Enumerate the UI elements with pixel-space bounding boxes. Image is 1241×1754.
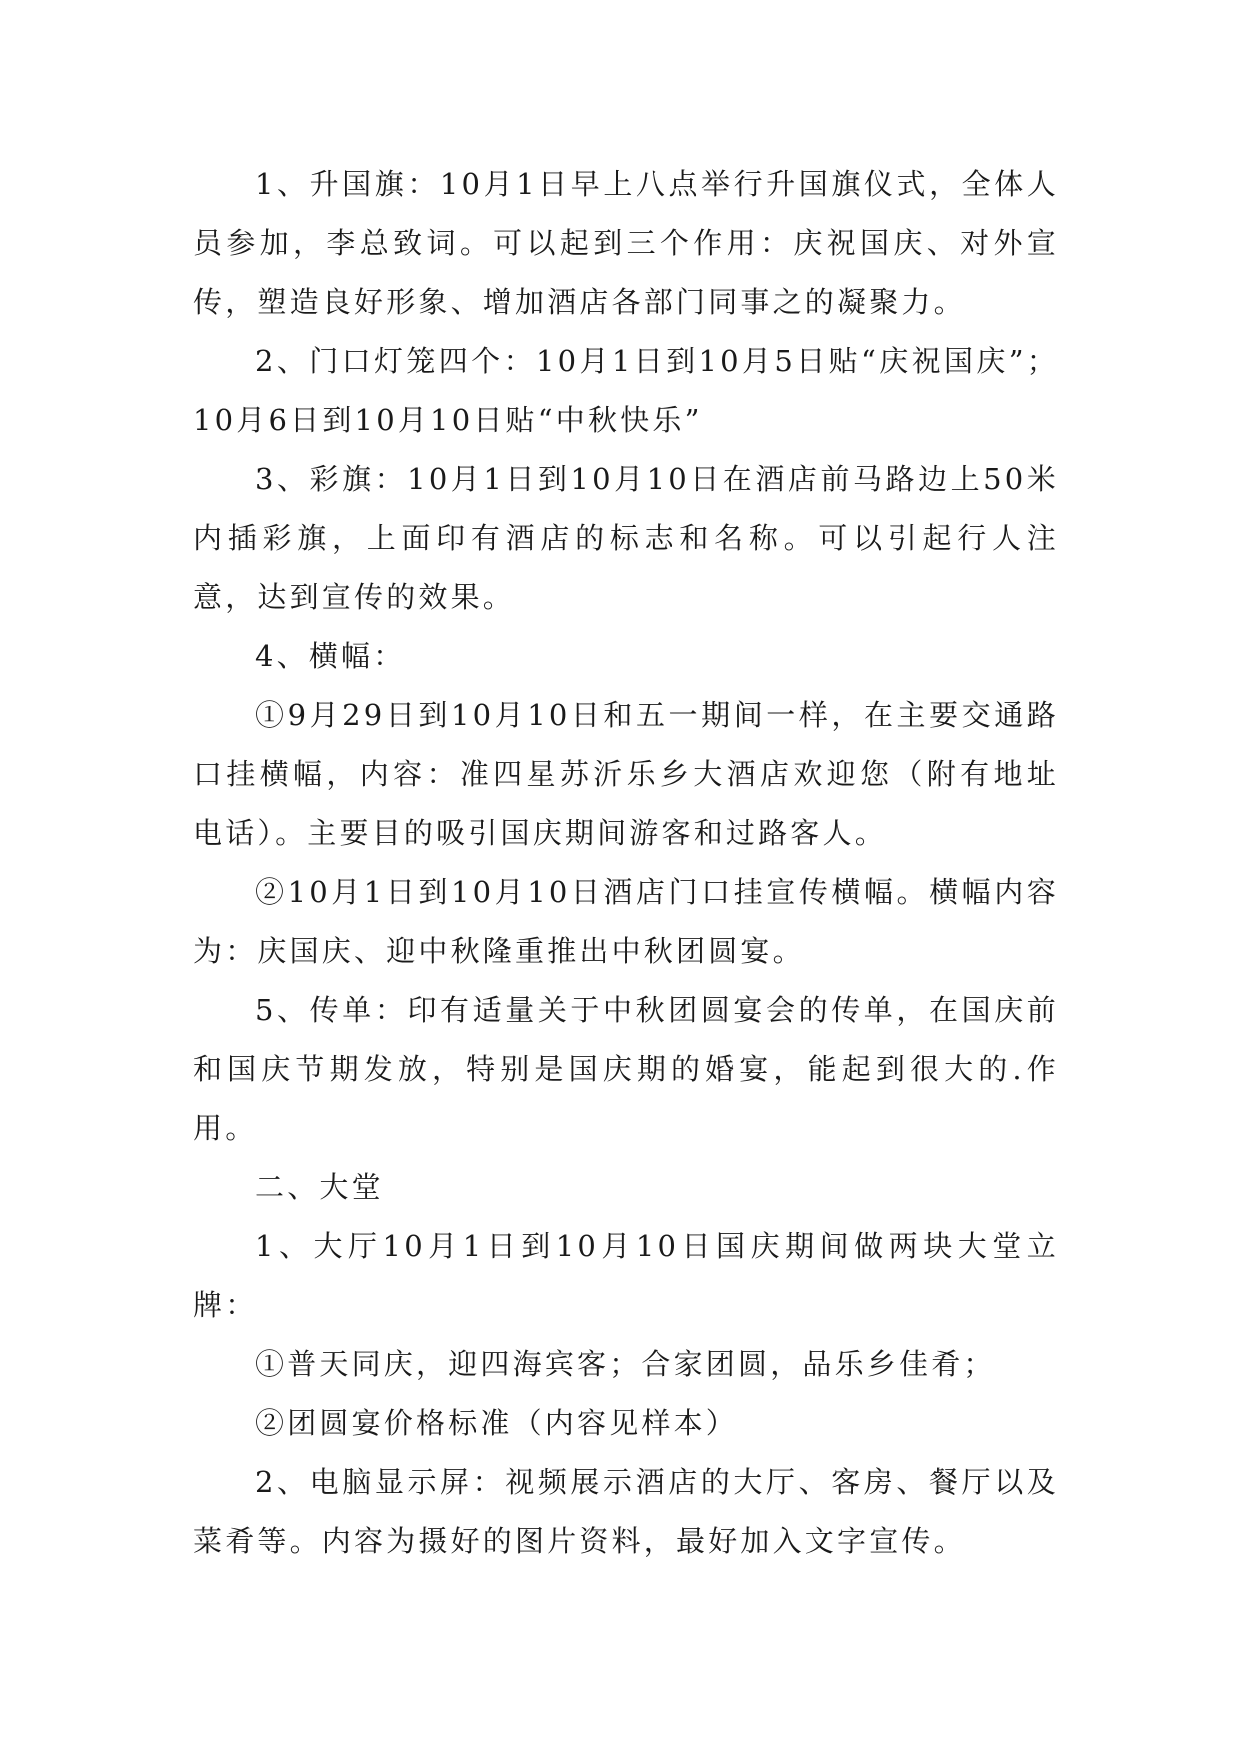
paragraph-banner-road: ①9月29日到10月10日和五一期间一样，在主要交通路口挂横幅，内容：准四星苏沂乐乡大酒店欢迎您（附有地址电话）。主要目的吸引国庆期间游客和过路客人。 [193, 698, 1059, 850]
paragraph-lobby-signs: 1、大厅10月1日到10月10日国庆期间做两块大堂立牌： [193, 1229, 1059, 1322]
paragraph-banners-heading: 4、横幅： [255, 639, 406, 673]
paragraph-lanterns: 2、门口灯笼四个：10月1日到10月5日贴“庆祝国庆”；10月6日到10月10日贴“中秋快乐” [193, 344, 1059, 437]
section-heading-lobby: 二、大堂 [255, 1170, 384, 1204]
paragraph-display-screen: 2、电脑显示屏：视频展示酒店的大厅、客房、餐厅以及菜肴等。内容为摄好的图片资料，最好加入文字宣传。 [193, 1465, 1059, 1558]
paragraph-sign-one: ①普天同庆，迎四海宾客；合家团圆，品乐乡佳肴； [255, 1347, 996, 1381]
paragraph-colored-flags: 3、彩旗：10月1日到10月10日在酒店前马路边上50米内插彩旗，上面印有酒店的标志和名称。可以引起行人注意，达到宣传的效果。 [193, 462, 1059, 614]
paragraph-flag-raising: 1、升国旗：10月1日早上八点举行升国旗仪式，全体人员参加，李总致词。可以起到三个作用：庆祝国庆、对外宣传，塑造良好形象、增加酒店各部门同事之的凝聚力。 [193, 167, 1059, 319]
paragraph-flyers: 5、传单：印有适量关于中秋团圆宴会的传单，在国庆前和国庆节期发放，特别是国庆期的婚宴，能起到很大的.作用。 [193, 993, 1059, 1145]
paragraph-banner-entrance: ②10月1日到10月10日酒店门口挂宣传横幅。横幅内容为：庆国庆、迎中秋隆重推出中秋团圆宴。 [193, 875, 1059, 968]
document-page [193, 155, 1059, 1571]
paragraph-sign-two: ②团圆宴价格标准（内容见样本） [255, 1406, 739, 1440]
